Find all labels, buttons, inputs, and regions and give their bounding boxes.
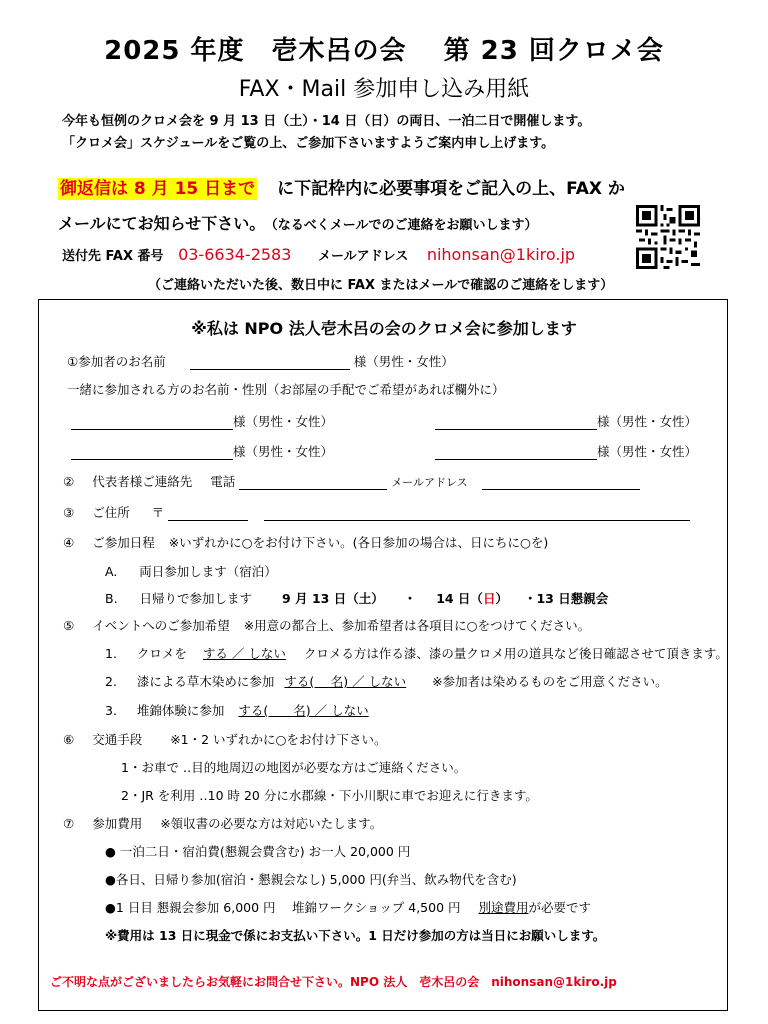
companion-name-field[interactable] <box>435 447 597 460</box>
companion-1 <box>71 412 333 430</box>
footer-contact: ご不明な点がございましたらお気軽にお問合せ下さい。NPO 法人 壱木呂の会 nihonsan@1kiro.jp <box>50 975 617 989</box>
email-link[interactable]: nihonsan@1kiro.jp <box>426 245 576 264</box>
phone-label: 電話 <box>210 474 236 489</box>
q4-day2-sun: 日 <box>482 591 496 606</box>
companion-name-field[interactable] <box>71 417 233 430</box>
fee-3-text: ●1 日目 懇親会参加 6,000 円 堆錦ワークショップ 4,500 円 <box>105 900 461 915</box>
event-1-num: 1. <box>105 646 117 661</box>
fee-2: ●各日、日帰り参加(宿泊・懇親会なし) 5,000 円(弁当、飲み物代を含む) <box>105 872 517 887</box>
q7-note: ※領収書の必要な方は対応いたします。 <box>160 816 383 831</box>
qr-code[interactable] <box>636 205 700 269</box>
companion-honorific: 様（男性・女性） <box>597 414 698 429</box>
event-3-label: 堆錦体験に参加 <box>136 703 225 718</box>
companion-name-field[interactable] <box>71 447 233 460</box>
q4-a-label: 両日参加します（宿泊） <box>139 564 277 579</box>
fee-payment-note: ※費用は 13 日に現金で係にお支払い下さい。1 日だけ参加の方は当日にお願いします。 <box>105 928 606 943</box>
event-2 <box>105 672 668 690</box>
q5-label: イベントへのご参加希望 <box>92 618 230 633</box>
q1-label: ①参加者のお名前 <box>67 354 166 369</box>
fax-number[interactable]: 03-6634-2583 <box>178 245 292 264</box>
q6-label: 交通手段 <box>92 732 143 747</box>
deadline-line <box>58 174 625 199</box>
mail-note: （なるべくメールでのご連絡をお願いします） <box>271 218 538 233</box>
companion-name-field[interactable] <box>435 417 597 430</box>
mail-line-text: メールにてお知らせ下さい。 <box>58 214 266 233</box>
q2-label: 代表者様ご連絡先 <box>92 474 193 489</box>
event-2-label: 漆による草木染めに参加 <box>136 674 275 689</box>
q2-row <box>63 472 640 490</box>
intro-line-2: 「クロメ会」スケジュールをご覧の上、ご参加下さいますようご案内申し上げます。 <box>62 136 555 151</box>
event-3 <box>105 701 369 719</box>
q4-option-a[interactable] <box>105 562 277 580</box>
q5-number: ⑤ <box>63 618 75 633</box>
q7-label: 参加費用 <box>92 816 143 831</box>
confirm-note: （ご連絡いただいた後、数日中に FAX またはメールで確認のご連絡をします） <box>148 278 614 293</box>
contact-line <box>62 245 575 264</box>
page-title: 2025 年度 壱木呂の会 第 23 回クロメ会 <box>104 36 664 66</box>
deadline-highlight: 御返信は 8 月 15 日まで <box>60 179 256 199</box>
q3-number: ③ <box>63 505 75 520</box>
companion-2 <box>435 412 697 430</box>
q2-number: ② <box>63 474 75 489</box>
email-field[interactable] <box>482 477 640 490</box>
fee-1: ● 一泊二日・宿泊費(懇親会費含む) お一人 20,000 円 <box>105 844 411 859</box>
q4-b-label: 日帰りで参加します <box>139 591 253 606</box>
q6-note: ※1・2 いずれかに○をお付け下さい。 <box>170 732 387 747</box>
event-1-label: クロメを <box>136 646 187 661</box>
fax-label: 送付先 FAX 番号 <box>62 249 164 264</box>
fee-3-extra: 別途費用 <box>478 900 529 915</box>
q7-row <box>63 814 382 832</box>
q1-honorific: 様（男性・女性） <box>353 354 454 369</box>
q5-row <box>63 616 590 634</box>
q7-number: ⑦ <box>63 816 75 831</box>
q6-row <box>63 730 386 748</box>
mail-instruction <box>58 211 537 234</box>
fee-3 <box>105 898 591 916</box>
q4-banquet[interactable]: ・13 日懇親会 <box>523 591 609 606</box>
q4-day2-post: ） <box>495 591 508 606</box>
q4-note: ※いずれかに○をお付け下さい。(各日参加の場合は、日にちに○を) <box>168 535 549 550</box>
participant-name-field[interactable] <box>190 357 350 370</box>
intro-line-1: 今年も恒例のクロメ会を 9 月 13 日（土）・14 日（日）の両日、一泊二日で開催します。 <box>62 114 591 129</box>
application-form <box>38 299 728 1011</box>
q3-label: ご住所 <box>92 505 130 520</box>
email-label: メールアドレス <box>391 476 468 489</box>
q4-row <box>63 533 548 551</box>
transport-car[interactable]: 1・お車で ‥目的地周辺の地図が必要な方はご連絡ください。 <box>121 760 467 775</box>
companion-honorific: 様（男性・女性） <box>233 444 334 459</box>
event-2-num: 2. <box>105 674 117 689</box>
q4-number: ④ <box>63 535 75 550</box>
phone-field[interactable] <box>239 477 387 490</box>
q4-day1[interactable]: 9 月 13 日（土） <box>282 591 384 606</box>
postal-code-field[interactable] <box>168 508 248 521</box>
address-field[interactable] <box>264 508 690 521</box>
event-2-choice[interactable]: する( 名) ／ しない <box>284 674 407 689</box>
q4-b-mark: B. <box>105 591 118 606</box>
q3-row <box>63 503 690 521</box>
event-3-choice[interactable]: する( 名) ／ しない <box>238 703 369 718</box>
companion-4 <box>435 442 697 460</box>
q4-day2[interactable] <box>436 591 508 606</box>
q4-label: ご参加日程 <box>92 535 155 550</box>
event-3-num: 3. <box>105 703 117 718</box>
event-1-note: クロメる方は作る漆、漆の量クロメ用の道具など後日確認させて頂きます。 <box>303 646 728 661</box>
q6-number: ⑥ <box>63 732 75 747</box>
q4-a-mark: A. <box>105 564 118 579</box>
event-1 <box>105 644 728 662</box>
fee-3-tail: が必要です <box>528 900 592 915</box>
q1-row <box>67 352 454 370</box>
companion-3 <box>71 442 333 460</box>
q4-sep: ・ <box>403 591 417 606</box>
form-declaration: ※私は NPO 法人壱木呂の会のクロメ会に参加します <box>191 319 577 338</box>
q4-day2-pre: 14 日（ <box>436 591 483 606</box>
transport-jr[interactable]: 2・JR を利用 ‥10 時 20 分に水郡線・下小川駅に車でお迎えに行きます。 <box>121 788 538 803</box>
postal-mark: 〒 <box>151 505 165 520</box>
companions-label: 一緒に参加される方のお名前・性別（お部屋の手配でご希望があれば欄外に） <box>67 382 505 397</box>
companion-honorific: 様（男性・女性） <box>597 444 698 459</box>
q4-option-b[interactable] <box>105 589 608 607</box>
event-1-choice[interactable]: する ／ しない <box>202 646 286 661</box>
mail-label: メールアドレス <box>317 249 409 264</box>
q5-note: ※用意の都合上、参加希望者は各項目に○をつけてください。 <box>243 618 591 633</box>
event-2-note: ※参加者は染めるものをご用意ください。 <box>432 674 668 689</box>
companion-honorific: 様（男性・女性） <box>233 414 334 429</box>
page-subtitle: FAX・Mail 参加申し込み用紙 <box>238 77 530 102</box>
deadline-rest: に下記枠内に必要事項をご記入の上、FAX か <box>277 179 625 199</box>
